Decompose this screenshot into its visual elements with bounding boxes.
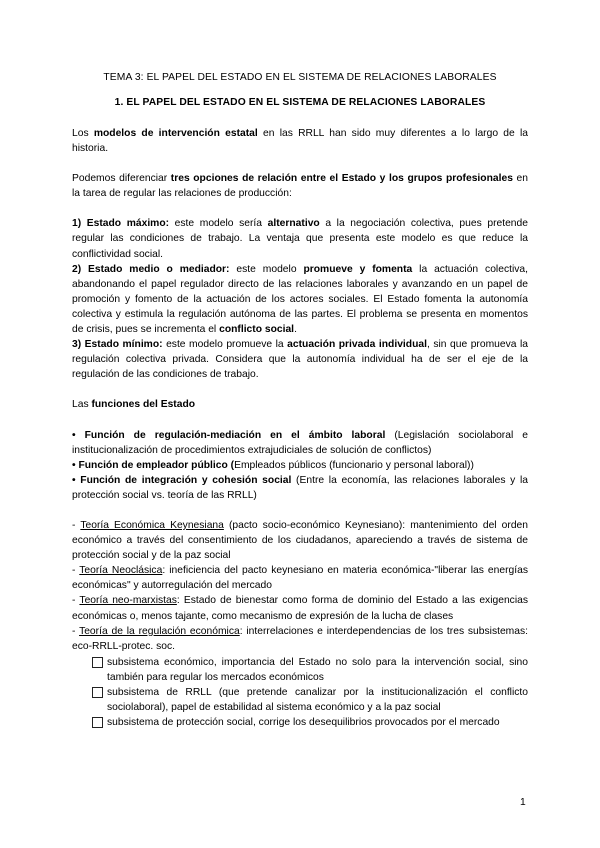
tema-title: TEMA 3: EL PAPEL DEL ESTADO EN EL SISTEMA DE RELACIONES LABORALES — [103, 72, 497, 83]
subsistema-item — [92, 655, 528, 685]
subsistema-item — [92, 715, 528, 730]
page-number: 1 — [520, 797, 526, 808]
subsistema-text: subsistema de RRLL (que pretende canalizar por la institucionalización el conflicto sociolaboral), papel de estabilidad al sistema económico y a la paz social — [107, 687, 528, 714]
teoria-item: - Teoría neo-marxistas: Estado de bienestar como forma de dominio del Estado a las exigencias económicas o, menos tajante, como mecanismo de expresión de la lucha de clases — [72, 595, 528, 622]
subsistema-text: subsistema económico, importancia del Estado no solo para la intervención social, sino también para regular los mercados económicos — [107, 656, 528, 683]
document-page — [72, 72, 528, 730]
intro-paragraph: Los modelos de intervención estatal en las RRLL han sido muy diferentes a lo largo de la historia. — [72, 128, 528, 155]
diferenciar-paragraph: Podemos diferenciar tres opciones de relación entre el Estado y los grupos profesionales en la tarea de regular las relaciones de producción: — [72, 173, 528, 200]
checkbox-icon — [92, 717, 103, 728]
subsistema-text: subsistema de protección social, corrige los desequilibrios provocados por el mercado — [107, 717, 500, 729]
teoria-item: - Teoría Neoclásica: ineficiencia del pacto keynesiano en materia económica-"liberar las energías económicas" y autorregulación del mercado — [72, 565, 528, 592]
opcion-estado-medio: 2) Estado medio o mediador: este modelo promueve y fomenta la actuación colectiva, abandonando el papel regulador directo de las relaciones laborales y avanzando en un papel de promoción y fomento de la actuación de los actores sociales. El Estado fomenta la autonomía colectiva y estimula la regulación autónoma de las partes. El problema se presenta en momentos de crisis, pues se incrementa el conflicto social. — [72, 263, 528, 336]
opcion-estado-minimo: 3) Estado mínimo: este modelo promueve la actuación privada individual, sin que promueva la regulación colectiva privada. Considera que la autonomía individual ha de ser el eje de la regulación de las condiciones de trabajo. — [72, 339, 529, 381]
opcion-estado-maximo: 1) Estado máximo: este modelo sería alternativo a la negociación colectiva, pues pretende regular las condiciones de trabajo. La ventaja que presenta este modelo es que reduce la conflictividad social. — [72, 218, 528, 260]
checkbox-icon — [92, 687, 103, 698]
section-heading: 1. EL PAPEL DEL ESTADO EN EL SISTEMA DE RELACIONES LABORALES — [114, 97, 486, 108]
checkbox-icon — [92, 657, 103, 668]
funcion-item: • Función de empleador público (Empleados públicos (funcionario y personal laboral)) — [72, 459, 474, 471]
funcion-item: • Función de regulación-mediación en el ámbito laboral (Legislación sociolaboral e institucionalización de procedimientos extrajudiciales de solución de conflictos) — [72, 429, 528, 456]
teoria-item: - Teoría de la regulación económica: interrelaciones e interdependencias de los tres subsistemas: eco-RRLL-protec. soc. — [72, 625, 528, 652]
subsistema-item — [92, 685, 528, 715]
funcion-item: • Función de integración y cohesión social (Entre la economía, las relaciones laborales y la protección social vs. teoría de las RRLL) — [72, 474, 528, 501]
funciones-heading: Las funciones del Estado — [72, 399, 196, 411]
teoria-item: - Teoría Económica Keynesiana (pacto socio-económico Keynesiano): mantenimiento del orden económico a través del consentimiento de los ciudadanos, apareciendo a través de sistema de protección social y de la paz social — [72, 519, 529, 562]
